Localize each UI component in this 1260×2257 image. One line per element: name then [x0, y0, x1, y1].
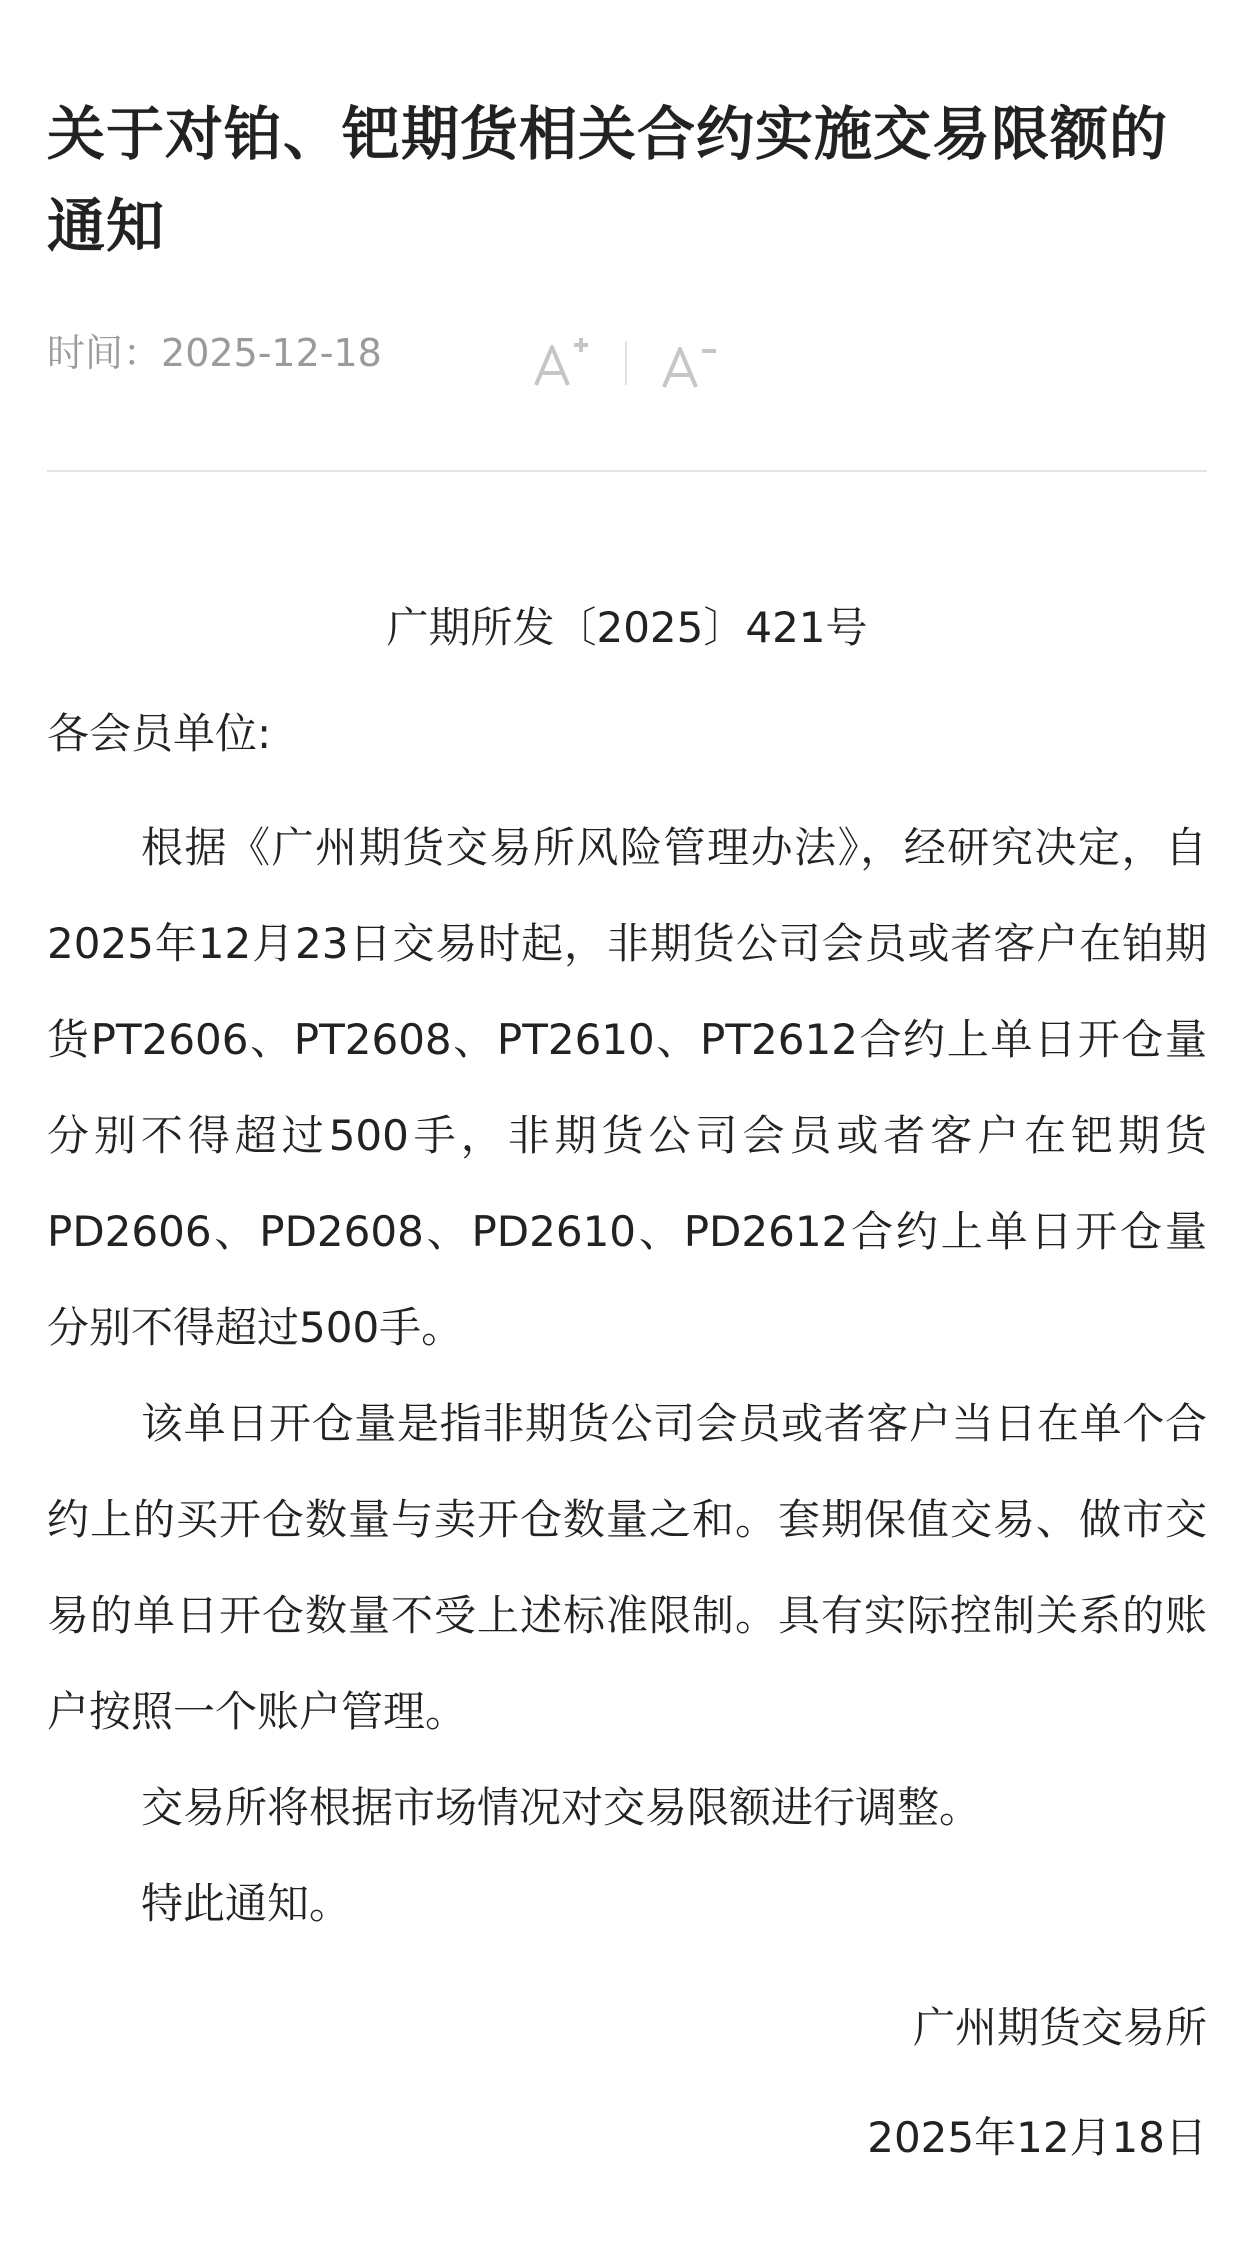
font-decrease-icon — [658, 335, 722, 391]
time-label: 时间： — [47, 331, 162, 375]
publish-time — [47, 328, 382, 378]
body-paragraph-1: 根据《广州期货交易所风险管理办法》，经研究决定，自2025年12月23日交易时起，非期货公司会员或者客户在铂期货PT2606、PT2608、PT2610、PT2612合约上单日开仓量分别不得超过500手，非期货公司会员或者客户在钯期货PD2606、PD2608、PD2610、PD2612合约上单日开仓量分别不得超过500手。 — [47, 823, 1207, 1352]
article-page — [47, 0, 1207, 2162]
font-increase-button[interactable] — [517, 328, 607, 398]
header-divider — [47, 470, 1207, 472]
font-decrease-button[interactable] — [645, 328, 735, 398]
publish-date: 2025-12-18 — [161, 331, 382, 375]
body-paragraph-4: 特此通知。 — [141, 1879, 352, 1928]
font-controls-separator — [625, 341, 627, 385]
font-size-controls — [517, 328, 735, 398]
signature-organization: 广州期货交易所 — [912, 2003, 1207, 2052]
body-paragraph-2: 该单日开仓量是指非期货公司会员或者客户当日在单个合约上的买开仓数量与卖开仓数量之和。套期保值交易、做市交易的单日开仓数量不受上述标准限制。具有实际控制关系的账户按照一个账户管理。 — [47, 1399, 1207, 1736]
document-number: 广期所发〔2025〕421号 — [386, 603, 868, 652]
article-title: 关于对铂、钯期货相关合约实施交易限额的通知 — [47, 100, 1169, 260]
salutation: 各会员单位: — [47, 709, 272, 758]
signature-date: 2025年12月18日 — [867, 2113, 1207, 2162]
font-increase-icon — [530, 335, 594, 391]
notice-body — [47, 800, 1207, 1952]
article-meta — [47, 328, 1207, 458]
body-paragraph-3: 交易所将根据市场情况对交易限额进行调整。 — [141, 1783, 982, 1832]
